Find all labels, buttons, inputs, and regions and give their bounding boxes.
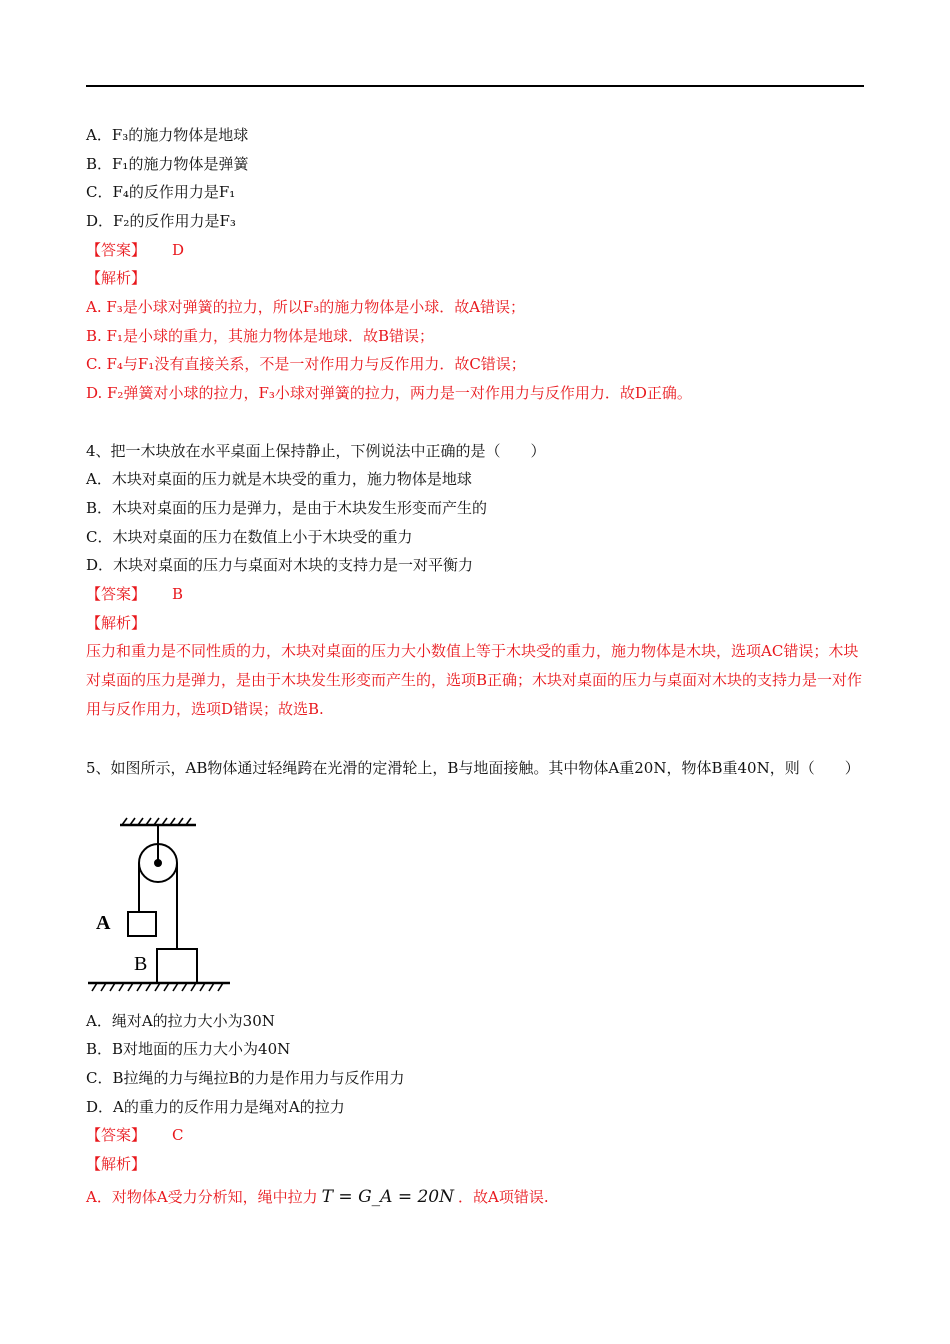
q4-answer-label: 【答案】 (86, 585, 147, 603)
q3-answer-value: D (172, 241, 185, 259)
header-rule (86, 85, 864, 87)
q4-option-b: B．木块对桌面的压力是弹力，是由于木块发生形变而产生的 (86, 499, 488, 517)
q5-option-c: C．B拉绳的力与绳拉B的力是作用力与反作用力 (86, 1069, 405, 1087)
pulley-figure (86, 815, 236, 997)
q5-analysis-prefix: A．对物体A受力分析知，绳中拉力 (86, 1188, 318, 1206)
q4-option-a: A．木块对桌面的压力就是木块受的重力，施力物体是地球 (86, 470, 472, 488)
q3-analysis-label: 【解析】 (86, 269, 147, 287)
q3-option-c: C．F₄的反作用力是F₁ (86, 183, 236, 201)
q3-answer-label: 【答案】 (86, 241, 147, 259)
q5-answer (86, 1124, 184, 1146)
q4-answer-value: B (172, 585, 184, 603)
q5-question: 5、如图所示，AB物体通过轻绳跨在光滑的定滑轮上，B与地面接触。其中物体A重20N，物体B重40N，则（ ） (86, 759, 860, 777)
q5-analysis-label: 【解析】 (86, 1155, 147, 1173)
q5-option-d: D．A的重力的反作用力是绳对A的拉力 (86, 1098, 345, 1116)
q5-option-a: A．绳对A的拉力大小为30N (86, 1012, 275, 1030)
q3-answer (86, 239, 184, 261)
q5-option-b: B．B对地面的压力大小为40N (86, 1040, 291, 1058)
q3-analysis-d: D. F₂弹簧对小球的拉力，F₃小球对弹簧的拉力，两力是一对作用力与反作用力．故D正确。 (86, 384, 692, 402)
q5-analysis-suffix: ．故A项错误. (457, 1188, 549, 1206)
q4-question: 4、把一木块放在水平桌面上保持静止，下例说法中正确的是（ ） (86, 442, 546, 460)
q3-analysis-a: A. F₃是小球对弹簧的拉力，所以F₃的施力物体是小球．故A错误； (86, 298, 526, 316)
q4-option-d: D．木块对桌面的压力与桌面对木块的支持力是一对平衡力 (86, 556, 474, 574)
q5-answer-label: 【答案】 (86, 1126, 147, 1144)
q5-formula: T = G_A = 20N (321, 1187, 454, 1207)
q5-analysis-a (86, 1186, 549, 1208)
q4-analysis-text: 压力和重力是不同性质的力，木块对桌面的压力大小数值上等于木块受的重力，施力物体是木块，选项AC错误；木块对桌面的压力是弹力，是由于木块发生形变而产生的，选项B正确；木块对桌面的压力与桌面对木块的支持力是一对作用与反作用力，选项D错误；故选B. (86, 642, 863, 718)
q4-answer (86, 583, 183, 605)
q3-option-a: A．F₃的施力物体是地球 (86, 126, 249, 144)
q3-option-d: D．F₂的反作用力是F₃ (86, 212, 236, 230)
q4-analysis-label: 【解析】 (86, 614, 147, 632)
q3-option-b: B．F₁的施力物体是弹簧 (86, 155, 249, 173)
q4-option-c: C．木块对桌面的压力在数值上小于木块受的重力 (86, 528, 413, 546)
label-block-a: A (96, 912, 111, 934)
q5-answer-value: C (172, 1126, 184, 1144)
q3-analysis-b: B. F₁是小球的重力，其施力物体是地球．故B错误； (86, 327, 435, 345)
q3-analysis-c: C. F₄与F₁没有直接关系，不是一对作用力与反作用力．故C错误； (86, 355, 526, 373)
label-block-b: B (134, 953, 148, 975)
